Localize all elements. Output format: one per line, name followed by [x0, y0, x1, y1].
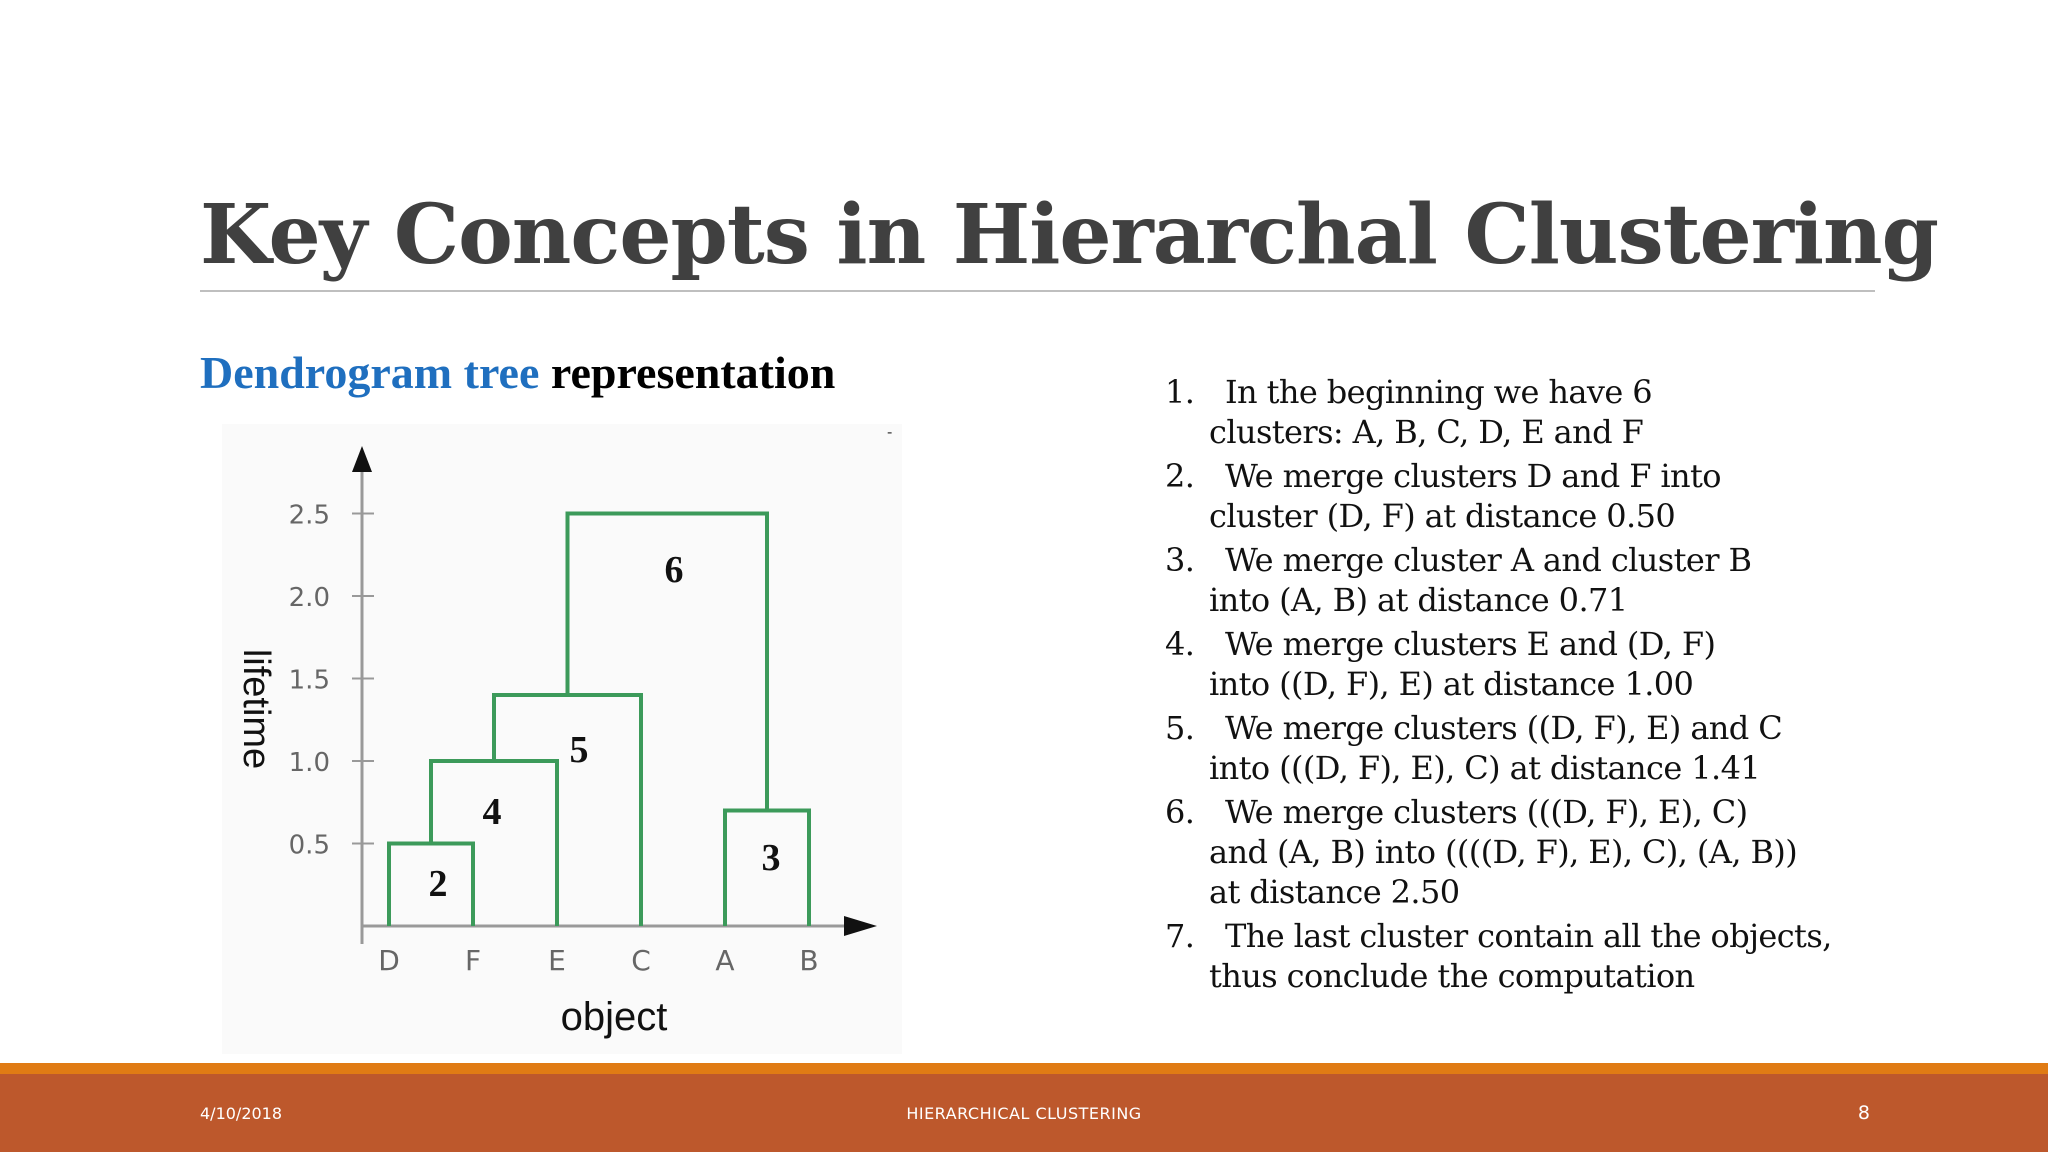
subtitle-rest: representation: [539, 347, 836, 398]
x-axis-arrow-icon: [844, 916, 877, 936]
y-tick-label: 1.0: [288, 748, 330, 778]
steps-list: [1165, 372, 1865, 1000]
step-text: We merge clusters E and (D, F): [1225, 625, 1716, 663]
dendrogram-links: [389, 514, 809, 927]
step-item: [1165, 456, 1865, 536]
merge-label: 4: [482, 791, 502, 833]
subtitle-accent: Dendrogram tree: [200, 347, 540, 398]
step-text-continued: clusters: A, B, C, D, E and F: [1209, 413, 1644, 451]
step-text-continued: into ((D, F), E) at distance 1.00: [1209, 665, 1694, 703]
y-axis-label: lifetime: [235, 648, 277, 770]
footer-topic: HIERARCHICAL CLUSTERING: [906, 1104, 1142, 1123]
x-axis-label: object: [560, 995, 668, 1039]
leaf-label: A: [715, 944, 735, 977]
slide-title: Key Concepts in Hierarchal Clustering: [200, 187, 1939, 283]
step-text-continued: at distance 2.50: [1209, 873, 1460, 911]
step-text: We merge clusters ((D, F), E) and C: [1225, 709, 1783, 747]
step-item: [1165, 372, 1865, 452]
step-number: 4.: [1165, 625, 1195, 663]
step-text-continued: into (((D, F), E), C) at distance 1.41: [1209, 749, 1761, 787]
step-item: [1165, 916, 1865, 996]
dendrogram-link-dfec: [494, 695, 641, 926]
leaf-label: E: [548, 944, 566, 977]
leaf-label: B: [799, 944, 819, 977]
stray-mark: -: [887, 424, 893, 441]
step-number: 2.: [1165, 457, 1195, 495]
step-text: We merge clusters (((D, F), E), C): [1225, 793, 1748, 831]
y-tick-label: 2.0: [288, 583, 330, 613]
footer-accent-stripe: [0, 1063, 2048, 1074]
step-item: [1165, 624, 1865, 704]
y-tick-label: 2.5: [288, 500, 330, 531]
step-text: We merge clusters D and F into: [1225, 457, 1721, 495]
step-text-continued: cluster (D, F) at distance 0.50: [1209, 497, 1676, 535]
leaf-label: F: [464, 944, 482, 977]
page-number: 8: [1857, 1102, 1870, 1124]
section-subtitle: [200, 345, 835, 401]
title-divider: [200, 290, 1875, 292]
footer-bar: [0, 1074, 2048, 1152]
step-text-continued: into (A, B) at distance 0.71: [1209, 581, 1628, 619]
step-text-continued: thus conclude the computation: [1209, 957, 1695, 995]
step-item: [1165, 792, 1865, 912]
merge-labels: [429, 549, 781, 905]
leaf-label: C: [631, 944, 651, 977]
step-item: [1165, 708, 1865, 788]
y-tick-label: 1.5: [288, 665, 330, 696]
footer-date: 4/10/2018: [200, 1104, 283, 1123]
y-axis-arrow-icon: [352, 446, 372, 472]
step-number: 5.: [1165, 709, 1195, 747]
step-number: 3.: [1165, 541, 1195, 579]
merge-label: 5: [569, 729, 589, 771]
step-number: 1.: [1165, 373, 1195, 411]
leaf-label: D: [378, 944, 400, 977]
step-number: 6.: [1165, 793, 1195, 831]
merge-label: 6: [664, 549, 684, 591]
y-tick-label: 0.5: [288, 830, 330, 861]
leaf-labels: [378, 944, 818, 977]
step-text: The last cluster contain all the objects,: [1225, 917, 1832, 955]
dendrogram-svg: [222, 424, 902, 1054]
step-text: We merge cluster A and cluster B: [1225, 541, 1752, 579]
step-text-continued: and (A, B) into ((((D, F), E), C), (A, B)): [1209, 833, 1798, 871]
step-number: 7.: [1165, 917, 1195, 955]
dendrogram-figure: [222, 424, 902, 1054]
step-item: [1165, 540, 1865, 620]
step-text: In the beginning we have 6: [1225, 373, 1652, 411]
merge-label: 2: [428, 863, 448, 905]
merge-label: 3: [761, 837, 781, 879]
